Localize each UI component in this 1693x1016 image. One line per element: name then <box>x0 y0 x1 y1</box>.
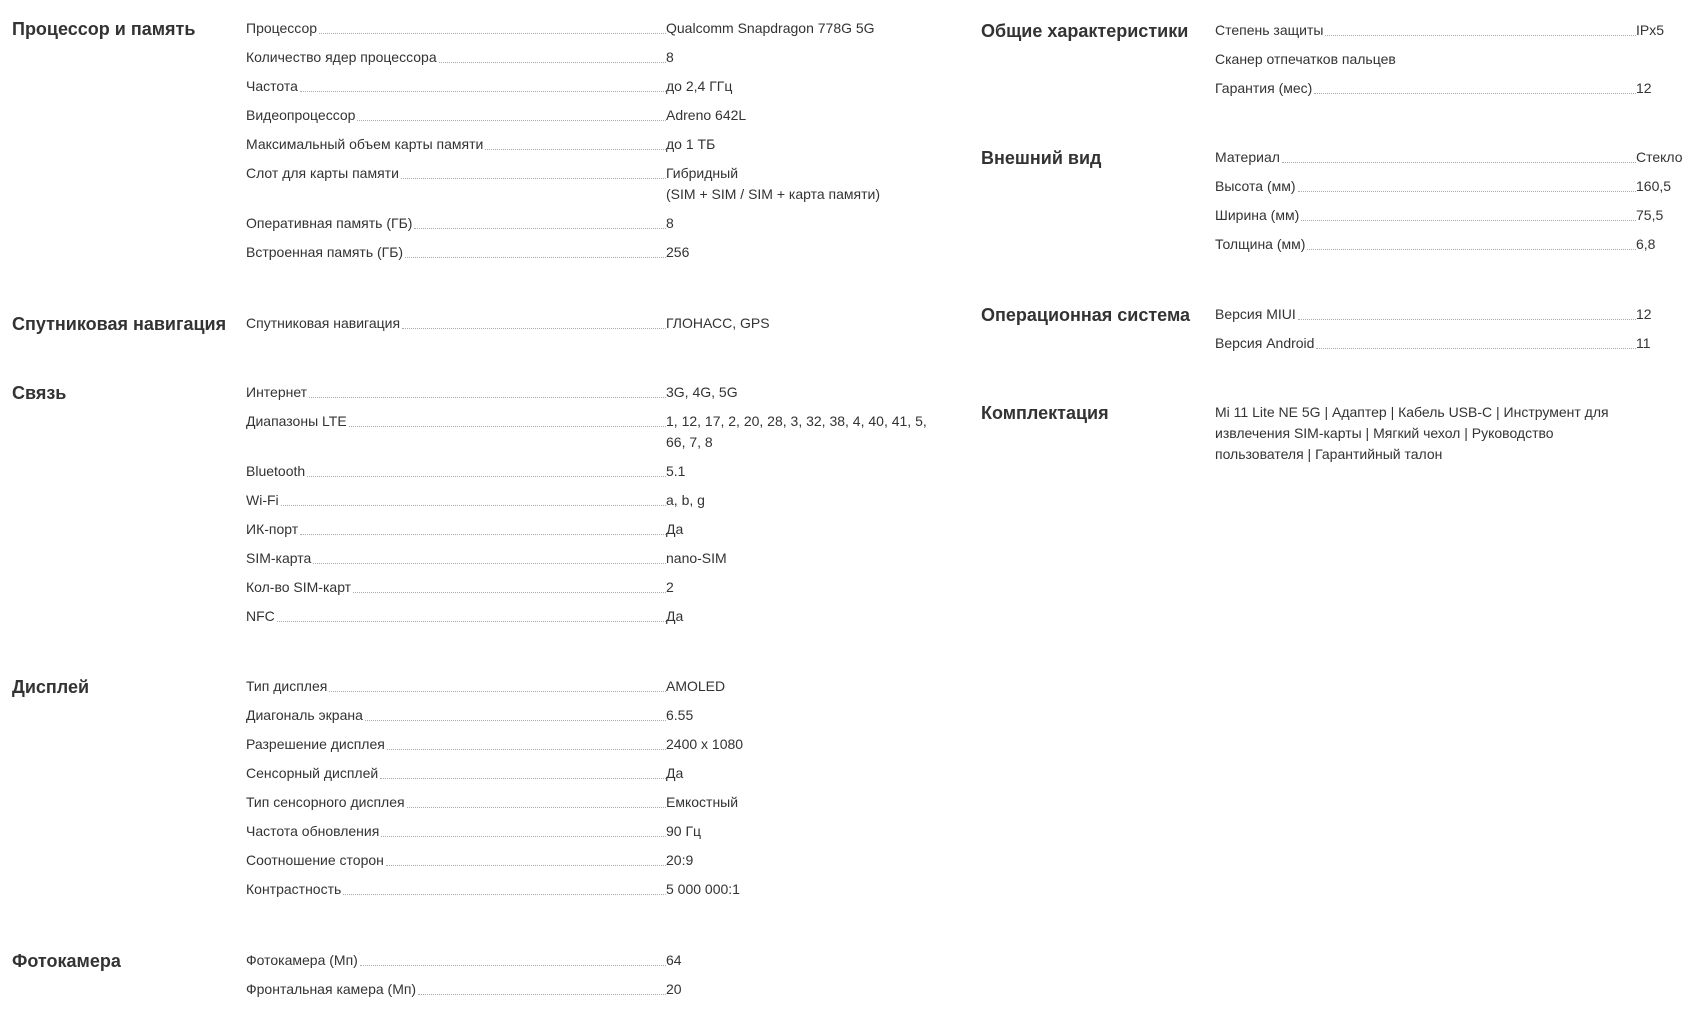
spec-value: nano-SIM <box>666 550 727 566</box>
group-title: Операционная система <box>981 305 1191 325</box>
spec-row <box>246 519 930 548</box>
spec-label: Wi-Fi <box>246 490 281 511</box>
spec-value: 20:9 <box>666 852 694 868</box>
spec-label: Толщина (мм) <box>1215 234 1307 255</box>
spec-rows <box>246 676 930 908</box>
spec-rows <box>1215 147 1681 263</box>
spec-value: 8 <box>666 49 674 65</box>
spec-label: Фотокамера (Мп) <box>246 950 360 971</box>
spec-row <box>246 47 930 76</box>
spec-value: Стекло <box>1636 149 1683 165</box>
spec-row <box>246 76 930 105</box>
spec-value: 75,5 <box>1636 207 1664 223</box>
spec-value: Да <box>666 765 684 781</box>
spec-value: 5 000 000:1 <box>666 881 740 897</box>
spec-label: Высота (мм) <box>1215 176 1298 197</box>
spec-value: 2400 x 1080 <box>666 736 744 752</box>
spec-label: Процессор <box>246 18 319 39</box>
spec-value: 256 <box>666 244 690 260</box>
spec-row <box>246 850 930 879</box>
spec-value: 160,5 <box>1636 178 1672 194</box>
spec-value: IPx5 <box>1636 22 1665 38</box>
spec-row <box>1215 147 1681 176</box>
spec-label: Интернет <box>246 382 309 403</box>
spec-row <box>1215 49 1681 78</box>
group-title: Процессор и память <box>12 19 196 39</box>
spec-row <box>246 242 930 271</box>
spec-row <box>246 734 930 763</box>
spec-label: Фронтальная камера (Мп) <box>246 979 418 1000</box>
spec-row <box>246 18 930 47</box>
spec-label: Слот для карты памяти <box>246 163 401 184</box>
spec-label: Bluetooth <box>246 461 307 482</box>
spec-row <box>1215 234 1681 263</box>
spec-rows <box>246 313 930 342</box>
spec-value: AMOLED <box>666 678 726 694</box>
spec-value: 6.55 <box>666 707 694 723</box>
spec-label: Максимальный объем карты памяти <box>246 134 485 155</box>
spec-row <box>1215 78 1681 107</box>
spec-label: Сенсорный дисплей <box>246 763 380 784</box>
spec-row <box>246 577 930 606</box>
spec-row <box>246 134 930 163</box>
spec-value: a, b, g <box>666 492 705 508</box>
spec-label: Соотношение сторон <box>246 850 386 871</box>
spec-label: NFC <box>246 606 277 627</box>
spec-row <box>246 676 930 705</box>
group-title: Дисплей <box>12 677 90 697</box>
group-title: Связь <box>12 383 67 403</box>
spec-row <box>246 705 930 734</box>
spec-value: Да <box>666 608 684 624</box>
spec-label: Частота <box>246 76 300 97</box>
spec-label: Тип дисплея <box>246 676 329 697</box>
spec-row <box>246 821 930 850</box>
spec-rows <box>1215 402 1681 465</box>
spec-label: Видеопроцессор <box>246 105 357 126</box>
spec-value: Да <box>666 521 684 537</box>
spec-row <box>246 792 930 821</box>
spec-value-line: 1, 12, 17, 2, 20, 28, 3, 32, 38, 4, 40, 41, 5, <box>666 413 927 429</box>
spec-value-line: Гибридный <box>666 165 739 181</box>
spec-row <box>246 979 930 1008</box>
spec-label: Кол-во SIM-карт <box>246 577 353 598</box>
spec-value: Qualcomm Snapdragon 778G 5G <box>666 20 875 36</box>
spec-row <box>246 382 930 411</box>
spec-label: Степень защиты <box>1215 20 1325 41</box>
spec-value: 12 <box>1636 80 1652 96</box>
spec-label: Материал <box>1215 147 1282 168</box>
spec-value: 12 <box>1636 306 1652 322</box>
spec-row <box>1215 333 1681 362</box>
spec-label: SIM-карта <box>246 548 313 569</box>
spec-value <box>666 163 880 205</box>
spec-row <box>246 763 930 792</box>
spec-label: Гарантия (мес) <box>1215 78 1314 99</box>
spec-row <box>246 950 930 979</box>
spec-label: Разрешение дисплея <box>246 734 387 755</box>
spec-value: 8 <box>666 215 674 231</box>
spec-row <box>246 411 930 461</box>
spec-label: ИК-порт <box>246 519 300 540</box>
group-title: Внешний вид <box>981 148 1102 168</box>
spec-label: Диагональ экрана <box>246 705 365 726</box>
spec-row <box>246 490 930 519</box>
spec-rows <box>246 382 930 635</box>
spec-rows <box>246 18 930 271</box>
spec-label: Сканер отпечатков пальцев <box>1215 49 1398 70</box>
spec-label: Ширина (мм) <box>1215 205 1301 226</box>
spec-row <box>1215 205 1681 234</box>
group-title: Комплектация <box>981 403 1109 423</box>
spec-label: Версия MIUI <box>1215 304 1298 325</box>
spec-row <box>246 461 930 490</box>
group-title: Фотокамера <box>12 951 121 971</box>
spec-row <box>246 105 930 134</box>
spec-value: 64 <box>666 952 682 968</box>
spec-label: Оперативная память (ГБ) <box>246 213 414 234</box>
spec-label: Тип сенсорного дисплея <box>246 792 407 813</box>
spec-label: Контрастность <box>246 879 343 900</box>
spec-rows <box>1215 304 1681 362</box>
spec-row <box>246 879 930 908</box>
spec-value: 2 <box>666 579 674 595</box>
spec-rows <box>246 950 930 1008</box>
spec-row <box>246 163 930 213</box>
spec-label: Частота обновления <box>246 821 381 842</box>
spec-row <box>246 213 930 242</box>
spec-label: Количество ядер процессора <box>246 47 439 68</box>
spec-label: Спутниковая навигация <box>246 313 402 334</box>
spec-label: Версия Android <box>1215 333 1316 354</box>
spec-label: Диапазоны LTE <box>246 411 349 432</box>
spec-row <box>1215 304 1681 333</box>
spec-value: 3G, 4G, 5G <box>666 384 738 400</box>
package-contents-text: Mi 11 Lite NE 5G | Адаптер | Кабель USB-C | Инструмент для извлечения SIM-карты | Мягкий чехол | Руководство пользователя | Гарантийный талон <box>1215 404 1609 462</box>
spec-value-line: 66, 7, 8 <box>666 434 713 450</box>
group-title: Спутниковая навигация <box>12 314 227 334</box>
spec-row <box>246 548 930 577</box>
spec-value: до 1 ТБ <box>666 136 716 152</box>
spec-value: Емкостный <box>666 794 739 810</box>
spec-row <box>1215 20 1681 49</box>
spec-row <box>1215 176 1681 205</box>
spec-value: 20 <box>666 981 682 997</box>
spec-row <box>246 606 930 635</box>
spec-value: до 2,4 ГГц <box>666 78 733 94</box>
group-title: Общие характеристики <box>981 21 1189 41</box>
spec-value: ГЛОНАСС, GPS <box>666 315 770 331</box>
spec-value <box>666 411 927 453</box>
spec-row <box>246 313 930 342</box>
spec-value: 90 Гц <box>666 823 702 839</box>
spec-value-line: (SIM + SIM / SIM + карта памяти) <box>666 186 881 202</box>
spec-value: Adreno 642L <box>666 107 747 123</box>
spec-value: 5.1 <box>666 463 686 479</box>
spec-label: Встроенная память (ГБ) <box>246 242 405 263</box>
spec-value: 6,8 <box>1636 236 1656 252</box>
spec-rows <box>1215 20 1681 107</box>
spec-value: 11 <box>1636 335 1651 351</box>
